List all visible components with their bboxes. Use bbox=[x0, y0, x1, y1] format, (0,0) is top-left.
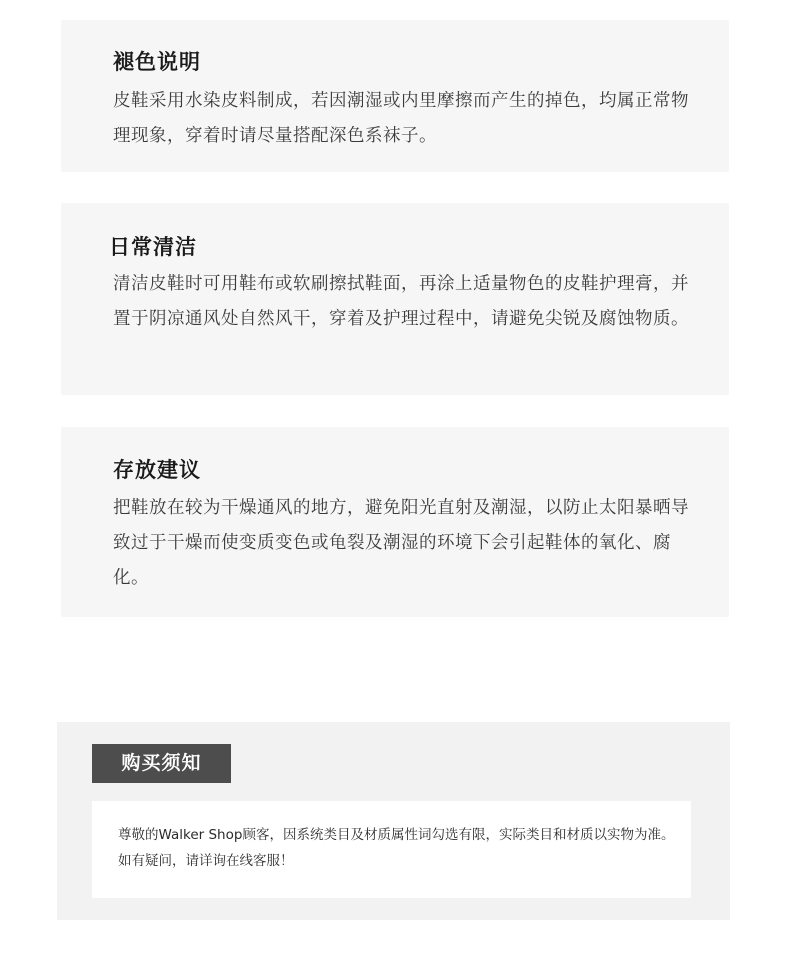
fading-info-title: 褪色说明 bbox=[113, 50, 201, 74]
daily-cleaning-card bbox=[61, 203, 729, 395]
storage-advice-title: 存放建议 bbox=[113, 458, 201, 482]
storage-advice-text: 把鞋放在较为干燥通风的地方，避免阳光直射及潮湿，以防止太阳暴晒导致过于干燥而使变质变色或龟裂及潮湿的环境下会引起鞋体的氧化、腐化。 bbox=[113, 498, 689, 588]
purchase-notice-text: 尊敬的Walker Shop顾客，因系统类目及材质属性词勾选有限，实际类目和材质以实物为准。如有疑问，请详询在线客服！ bbox=[118, 827, 675, 869]
purchase-notice-box bbox=[92, 801, 691, 898]
daily-cleaning-title: 日常清洁 bbox=[109, 235, 197, 259]
storage-advice-card bbox=[61, 427, 729, 617]
purchase-notice-tag: 购买须知 bbox=[92, 744, 231, 783]
fading-info-text: 皮鞋采用水染皮料制成，若因潮湿或内里摩擦而产生的掉色，均属正常物理现象，穿着时请尽量搭配深色系袜子。 bbox=[113, 91, 689, 146]
purchase-notice-panel bbox=[57, 722, 730, 920]
fading-info-card bbox=[61, 20, 729, 172]
daily-cleaning-text: 清洁皮鞋时可用鞋布或软刷擦拭鞋面，再涂上适量物色的皮鞋护理膏，并置于阴凉通风处自然风干，穿着及护理过程中，请避免尖锐及腐蚀物质。 bbox=[113, 274, 689, 329]
